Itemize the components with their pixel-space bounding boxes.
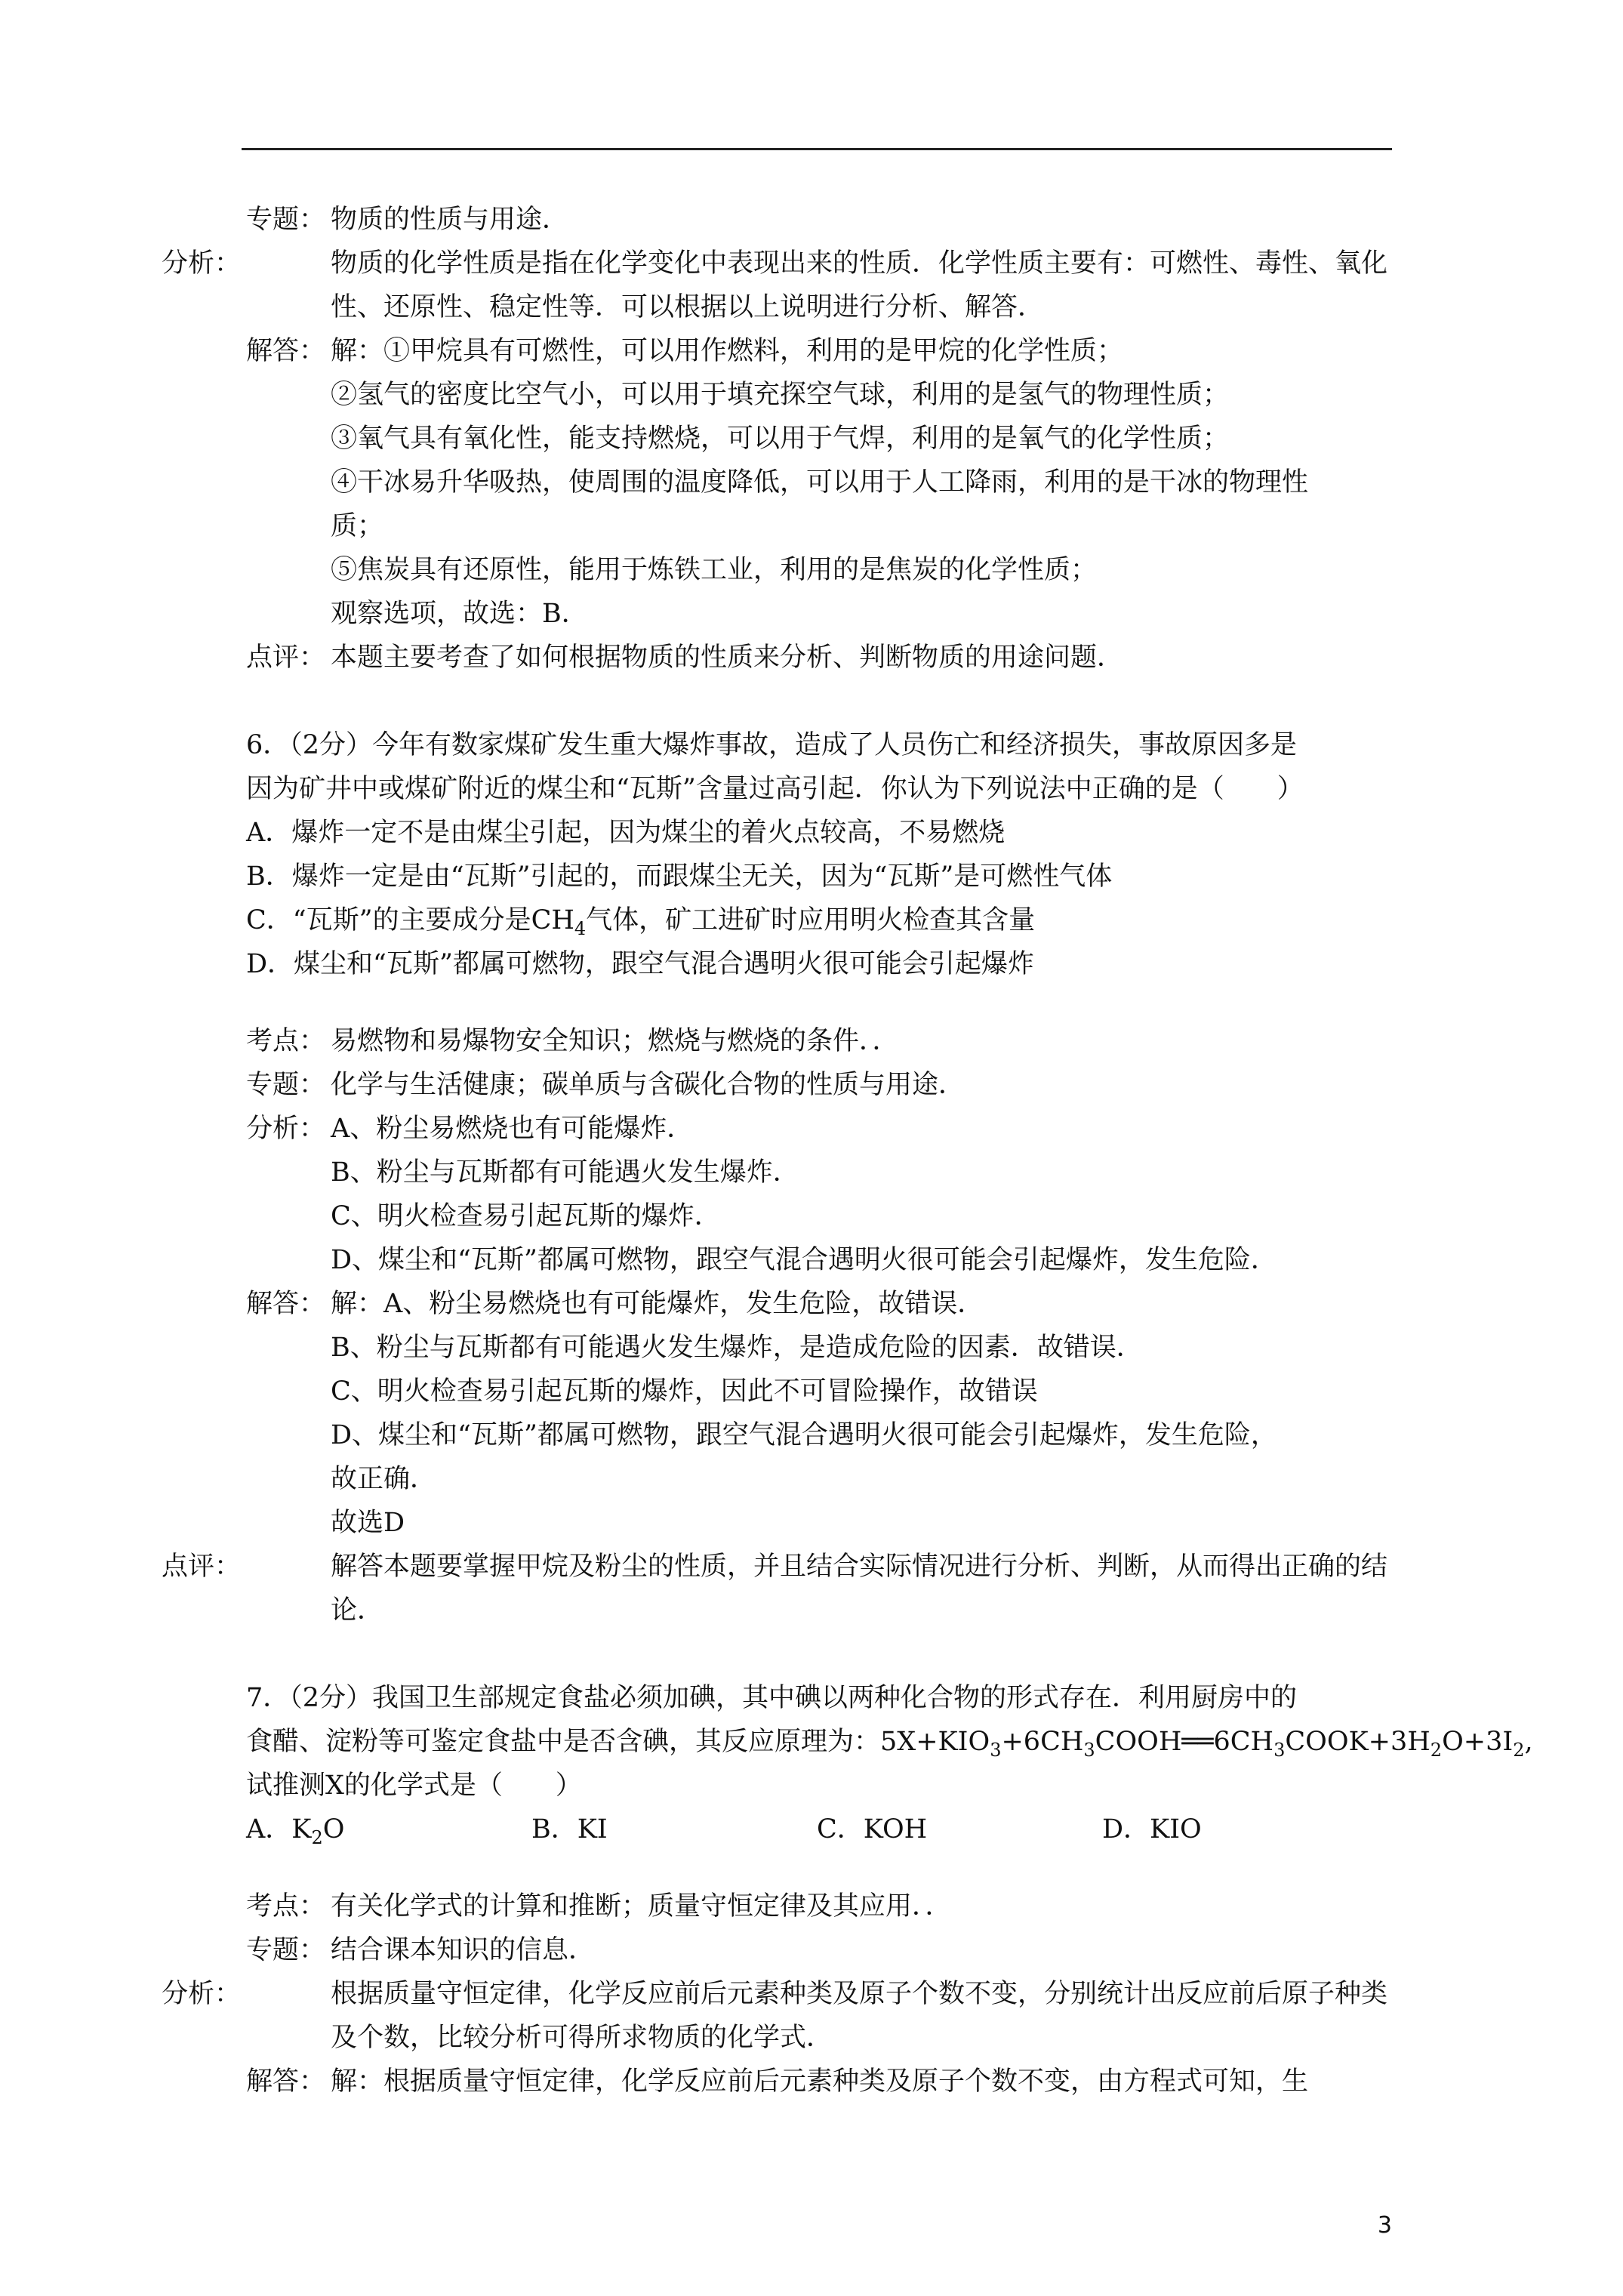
q5-topic: 专题： 物质的性质与用途． xyxy=(246,205,569,235)
q5-comment: 点评： 本题主要考查了如何根据物质的性质来分析、判断物质的用途问题． xyxy=(246,643,1124,673)
q5-answer-line-6: ⑤焦炭具有还原性，能用于炼铁工业，利用的是焦炭的化学性质； xyxy=(331,555,1098,585)
q6-answer-line-5: 故正确． xyxy=(331,1464,437,1494)
q5-answer-line-5: 质； xyxy=(331,511,384,541)
q7-analysis: 分析： 根据质量守恒定律，化学反应前后元素种类及原子个数不变，分别统计出反应前后原子种类及个数，比较分析可得所求物质的化学式． xyxy=(162,1979,1388,2053)
page-content xyxy=(162,198,1533,2103)
q6-knowledge-point: 考点： 易燃物和易爆物安全知识；燃烧与燃烧的条件．． xyxy=(246,1026,899,1056)
q7-option-a: A．$K_2O$ xyxy=(246,1814,345,1848)
q7-option-d: D．KIO xyxy=(1102,1814,1202,1845)
q7-option-c: C．KOH xyxy=(817,1814,928,1845)
q6-answer-line-3: C、明火检查易引起瓦斯的爆炸，因此不可冒险操作，故错误 xyxy=(331,1376,1038,1407)
q6-stem-line-1: 6．（2分）今年有数家煤矿发生重大爆炸事故，造成了人员伤亡和经济损失，事故原因多是 xyxy=(246,730,1298,760)
q5-answer-line-2: ②氢气的密度比空气小，可以用于填充探空气球，利用的是氢气的物理性质； xyxy=(331,380,1230,410)
q5-answer-line-4: ④干冰易升华吸热，使周围的温度降低，可以用于人工降雨，利用的是干冰的物理性 xyxy=(331,467,1309,498)
q6-answer-line-1: 解答： 解：A、粉尘易燃烧也有可能爆炸，发生危险，故错误． xyxy=(246,1289,984,1319)
q7-stem-line-3: 试推测X的化学式是（ ） xyxy=(246,1771,582,1801)
q7-option-b: B．KI xyxy=(531,1814,608,1845)
q5-answer-line-3: ③氧气具有氧化性，能支持燃烧，可以用于气焊，利用的是氧气的化学性质； xyxy=(331,424,1230,454)
q6-option-c: C．“瓦斯”的主要成分是$CH_4$气体，矿工进矿时应用明火检查其含量 xyxy=(246,905,1036,939)
q7-stem-line-1: 7．（2分）我国卫生部规定食盐必须加碘，其中碘以两种化合物的形式存在．利用厨房中的 xyxy=(246,1683,1298,1713)
q6-topic: 专题： 化学与生活健康；碳单质与含碳化合物的性质与用途． xyxy=(246,1070,965,1100)
q7-answer: 解答： 解：根据质量守恒定律，化学反应前后元素种类及原子个数不变，由方程式可知，生 xyxy=(246,2066,1309,2097)
q6-answer-line-4: D、煤尘和“瓦斯”都属可燃物，跟空气混合遇明火很可能会引起爆炸，发生危险， xyxy=(331,1420,1277,1450)
q5-answer-line-1: 解答： 解：①甲烷具有可燃性，可以用作燃料，利用的是甲烷的化学性质； xyxy=(246,336,1124,366)
q6-stem-line-2: 因为矿井中或煤矿附近的煤尘和“瓦斯”含量过高引起．你认为下列说法中正确的是（ ） xyxy=(246,774,1304,804)
q7-stem-line-2: 食醋、淀粉等可鉴定食盐中是否含碘，其反应原理为：$5X+KIO_3+6CH_3COOH══6CH_3COOK+3H_2O+3I_2$, xyxy=(246,1727,1533,1761)
q6-comment: 点评： 解答本题要掌握甲烷及粉尘的性质，并且结合实际情况进行分析、判断，从而得出正确的结论． xyxy=(162,1552,1388,1626)
reaction-equation: $5X+KIO_3+6CH_3COOH══6CH_3COOK+3H_2O+3I_2$, xyxy=(880,1727,1533,1761)
q6-answer-line-6: 故选D xyxy=(331,1508,405,1538)
q5-answer-line-7: 观察选项，故选：B． xyxy=(331,599,588,629)
q6-option-a: A．爆炸一定不是由煤尘引起，因为煤尘的着火点较高，不易燃烧 xyxy=(246,818,1006,848)
q7-topic: 专题： 结合课本知识的信息． xyxy=(246,1935,596,1965)
q5-analysis: 分析： 物质的化学性质是指在化学变化中表现出来的性质．化学性质主要有：可燃性、毒性、氧化性、还原性、稳定性等．可以根据以上说明进行分析、解答． xyxy=(162,248,1388,322)
page-number: 3 xyxy=(1377,2212,1392,2239)
q7-options xyxy=(246,1808,1394,1851)
header-rule xyxy=(242,148,1392,150)
q6-answer-line-2: B、粉尘与瓦斯都有可能遇火发生爆炸，是造成危险的因素．故错误． xyxy=(331,1333,1143,1363)
q6-analysis-line-1: 分析： A、粉尘易燃烧也有可能爆炸． xyxy=(246,1114,694,1144)
q7-knowledge-point: 考点： 有关化学式的计算和推断；质量守恒定律及其应用．． xyxy=(246,1891,952,1922)
q6-option-b: B．爆炸一定是由“瓦斯”引起的，而跟煤尘无关，因为“瓦斯”是可燃性气体 xyxy=(246,861,1113,892)
q6-analysis-line-2: B、粉尘与瓦斯都有可能遇火发生爆炸． xyxy=(331,1157,799,1188)
q6-option-d: D．煤尘和“瓦斯”都属可燃物，跟空气混合遇明火很可能会引起爆炸 xyxy=(246,949,1034,979)
q6-analysis-line-3: C、明火检查易引起瓦斯的爆炸． xyxy=(331,1201,721,1231)
q6-analysis-line-4: D、煤尘和“瓦斯”都属可燃物，跟空气混合遇明火很可能会引起爆炸，发生危险． xyxy=(331,1245,1277,1275)
